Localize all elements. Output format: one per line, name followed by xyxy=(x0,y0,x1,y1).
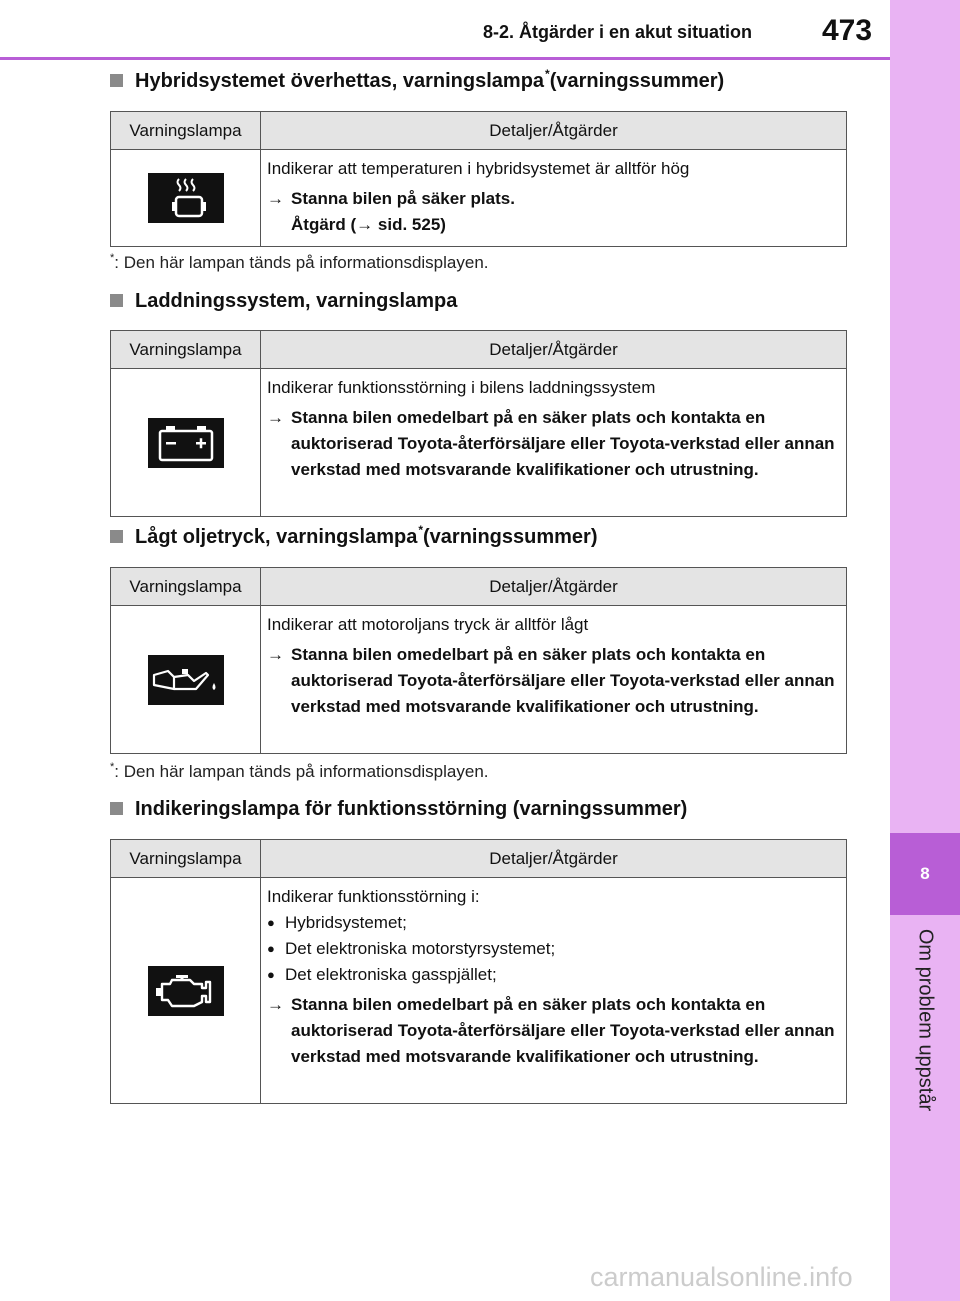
action-block xyxy=(267,992,838,1070)
chapter-number-tab[interactable] xyxy=(890,833,960,915)
hybrid-system-overheat-icon xyxy=(148,173,224,223)
footnote: *: Den här lampan tänds på informationsdisplayen. xyxy=(110,761,489,781)
section-square-icon xyxy=(110,802,123,815)
column-header-lamp: Varningslampa xyxy=(111,568,261,606)
column-header-lamp: Varningslampa xyxy=(111,331,261,369)
watermark-text: carmanualsonline.info xyxy=(590,1262,853,1292)
oil-can-icon xyxy=(148,655,224,705)
arrow-icon: → xyxy=(267,408,284,427)
description-text: Indikerar att temperaturen i hybridsystemet är alltför hög xyxy=(267,159,690,178)
column-header-details: Detaljer/Åtgärder xyxy=(261,331,847,369)
section-heading-charging-system: Laddningssystem, varningslampa xyxy=(110,290,457,313)
list-item: ● Hybridsystemet; xyxy=(267,910,838,936)
description-text: Indikerar funktionsstörning i: xyxy=(267,887,480,906)
description-text: Indikerar funktionsstörning i bilens laddningssystem xyxy=(267,378,656,397)
arrow-icon: → xyxy=(267,189,284,208)
section-square-icon xyxy=(110,294,123,307)
section-heading-oil-pressure: Lågt oljetryck, varningslampa * (varningssummer) xyxy=(110,526,598,549)
action-text: Stanna bilen omedelbart på en säker plats och kontakta en auktoriserad Toyota-återförsäljare eller Toyota-verkstad eller annan verkstad med motsvarande kvalifikationer och utrustning. xyxy=(291,645,835,716)
action-block xyxy=(267,186,838,238)
column-header-details: Detaljer/Åtgärder xyxy=(261,112,847,150)
page-number: 473 xyxy=(822,14,873,47)
bullet-icon: ● xyxy=(267,915,275,930)
warning-table-oil-pressure xyxy=(110,567,847,754)
column-header-details: Detaljer/Åtgärder xyxy=(261,568,847,606)
chapter-number: 8 xyxy=(920,864,930,883)
list-item: ● Det elektroniska motorstyrsystemet; xyxy=(267,936,838,962)
footnote-marker: * xyxy=(418,523,423,537)
action-block xyxy=(267,405,838,483)
column-header-details: Detaljer/Åtgärder xyxy=(261,840,847,878)
section-header-title: 8-2. Åtgärder i en akut situation xyxy=(483,22,753,42)
footnote-marker: * xyxy=(545,67,550,81)
warning-table-charging-system xyxy=(110,330,847,517)
bullet-icon: ● xyxy=(267,941,275,956)
chapter-title: Om problem uppstår xyxy=(914,928,937,1112)
action-text: Stanna bilen omedelbart på en säker plats och kontakta en auktoriserad Toyota-återförsäljare eller Toyota-verkstad eller annan verkstad med motsvarande kvalifikationer och utrustning. xyxy=(291,995,835,1066)
arrow-icon: → xyxy=(267,995,284,1014)
footnote: *: Den här lampan tänds på informationsdisplayen. xyxy=(110,252,489,272)
warning-table-malfunction-indicator xyxy=(110,839,847,1104)
action-block xyxy=(267,642,838,720)
check-engine-icon xyxy=(148,966,224,1016)
column-header-lamp: Varningslampa xyxy=(111,840,261,878)
column-header-lamp: Varningslampa xyxy=(111,112,261,150)
section-heading-hybrid-overheat: Hybridsystemet överhettas, varningslampa * (varningssummer) xyxy=(110,70,724,93)
section-square-icon xyxy=(110,530,123,543)
header-divider xyxy=(0,57,890,60)
action-text: Stanna bilen omedelbart på en säker plats och kontakta en auktoriserad Toyota-återförsäljare eller Toyota-verkstad eller annan verkstad med motsvarande kvalifikationer och utrustning. xyxy=(291,408,835,479)
list-item: ● Det elektroniska gasspjället; xyxy=(267,962,838,988)
description-text: Indikerar att motoroljans tryck är alltför lågt xyxy=(267,615,589,634)
action-text: Stanna bilen på säker plats. xyxy=(291,189,515,208)
bullet-icon: ● xyxy=(267,967,275,982)
page-reference-link[interactable]: sid. 525) xyxy=(373,215,446,234)
section-heading-malfunction-indicator: Indikeringslampa för funktionsstörning (varningssummer) xyxy=(110,798,687,821)
arrow-icon: → xyxy=(356,215,374,234)
warning-table-hybrid-overheat xyxy=(110,111,847,247)
action-reference-prefix: Åtgärd ( xyxy=(291,215,357,234)
arrow-icon: → xyxy=(267,645,284,664)
battery-icon xyxy=(148,418,224,468)
section-square-icon xyxy=(110,74,123,87)
